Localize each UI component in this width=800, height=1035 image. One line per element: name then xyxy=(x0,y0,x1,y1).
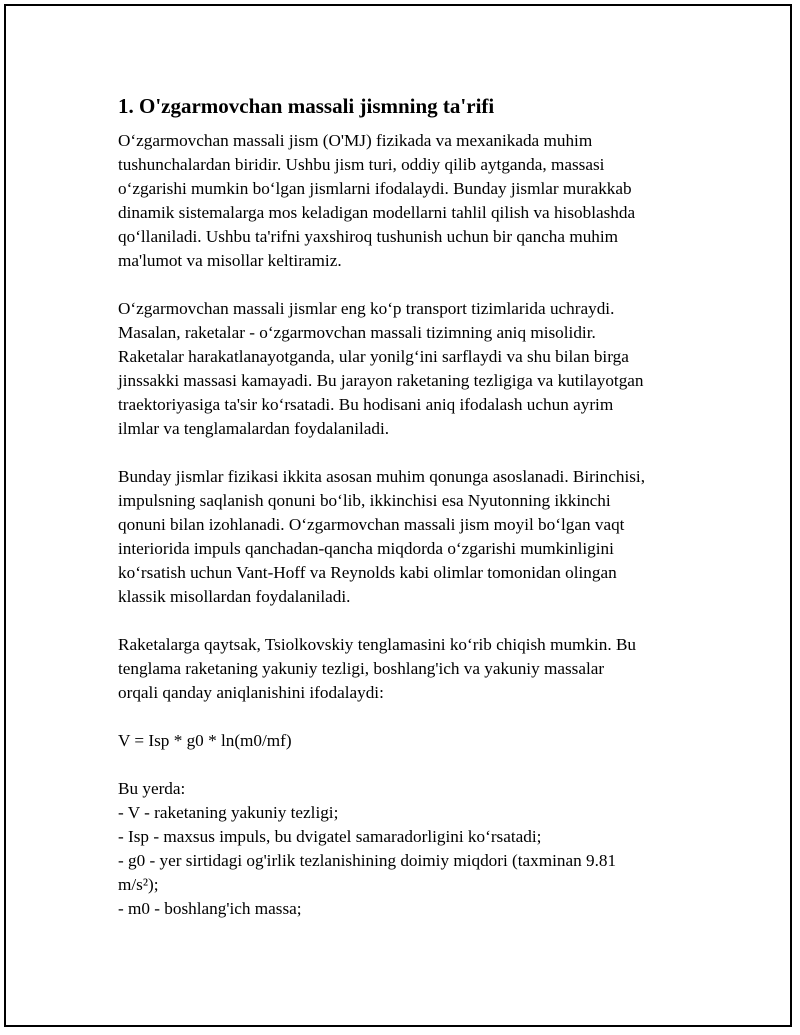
text-line: ko‘rsatish uchun Vant-Hoff va Reynolds kabi olimlar tomonidan olingan xyxy=(118,563,617,582)
text-line: impulsning saqlanish qonuni bo‘lib, ikkinchisi esa Nyutonning ikkinchi xyxy=(118,491,611,510)
list-item: - V - raketaning yakuniy tezligi; xyxy=(118,803,339,822)
text-line: qo‘llaniladi. Ushbu ta'rifni yaxshiroq tushunish uchun bir qancha muhim xyxy=(118,227,619,246)
list-item: - m0 - boshlang'ich massa; xyxy=(118,899,302,918)
paragraph-variables xyxy=(118,777,688,921)
text-line: Raketalar harakatlanayotganda, ular yonilg‘ini sarflaydi va shu bilan birga xyxy=(118,347,629,366)
paragraph-laws xyxy=(118,465,688,609)
text-line: Bunday jismlar fizikasi ikkita asosan muhim qonunga asoslanadi. Birinchisi, xyxy=(118,467,646,486)
text-line: traektoriyasiga ta'sir ko‘rsatadi. Bu hodisani aniq ifodalash uchun ayrim xyxy=(118,395,614,414)
text-line: ma'lumot va misollar keltiramiz. xyxy=(118,251,342,270)
section-title: 1. O'zgarmovchan massali jismning ta'rifi xyxy=(118,94,495,118)
text-line: orqali qanday aniqlanishini ifodalaydi: xyxy=(118,683,384,702)
text-line: klassik misollardan foydalaniladi. xyxy=(118,587,351,606)
document-body xyxy=(118,92,688,945)
text-line: Bu yerda: xyxy=(118,779,186,798)
equation-line: V = Isp * g0 * ln(m0/mf) xyxy=(118,731,292,750)
text-line: o‘zgarishi mumkin bo‘lgan jismlarni ifodalaydi. Bunday jismlar murakkab xyxy=(118,179,632,198)
text-line: jinssakki massasi kamayadi. Bu jarayon raketaning tezligiga va kutilayotgan xyxy=(118,371,644,390)
text-line: Masalan, raketalar - o‘zgarmovchan massali tizimning aniq misolidir. xyxy=(118,323,596,342)
text-line: Raketalarga qaytsak, Tsiolkovskiy tenglamasini ko‘rib chiqish mumkin. Bu xyxy=(118,635,637,654)
paragraph-definition xyxy=(118,129,688,273)
text-line: dinamik sistemalarga mos keladigan modellarni tahlil qilish va hisoblashda xyxy=(118,203,636,222)
text-line: interiorida impuls qanchadan-qancha miqdorda o‘zgarishi mumkinligini xyxy=(118,539,614,558)
text-line: O‘zgarmovchan massali jism (O'MJ) fizikada va mexanikada muhim xyxy=(118,131,593,150)
text-line: tushunchalardan biridir. Ushbu jism turi, oddiy qilib aytganda, massasi xyxy=(118,155,605,174)
list-item: - g0 - yer sirtidagi og'irlik tezlanishining doimiy miqdori (taxminan 9.81 xyxy=(118,851,617,870)
text-line: ilmlar va tenglamalardan foydalaniladi. xyxy=(118,419,390,438)
paragraph-equation xyxy=(118,729,688,753)
text-line: tenglama raketaning yakuniy tezligi, boshlang'ich va yakuniy massalar xyxy=(118,659,605,678)
text-line: qonuni bilan izohlanadi. O‘zgarmovchan massali jism moyil bo‘lgan vaqt xyxy=(118,515,625,534)
list-item-continuation: m/s²); xyxy=(118,875,159,894)
text-line: O‘zgarmovchan massali jismlar eng ko‘p transport tizimlarida uchraydi. xyxy=(118,299,615,318)
paragraph-tsiolkovsky xyxy=(118,633,688,705)
paragraph-rockets xyxy=(118,297,688,441)
list-item: - Isp - maxsus impuls, bu dvigatel samaradorligini ko‘rsatadi; xyxy=(118,827,542,846)
